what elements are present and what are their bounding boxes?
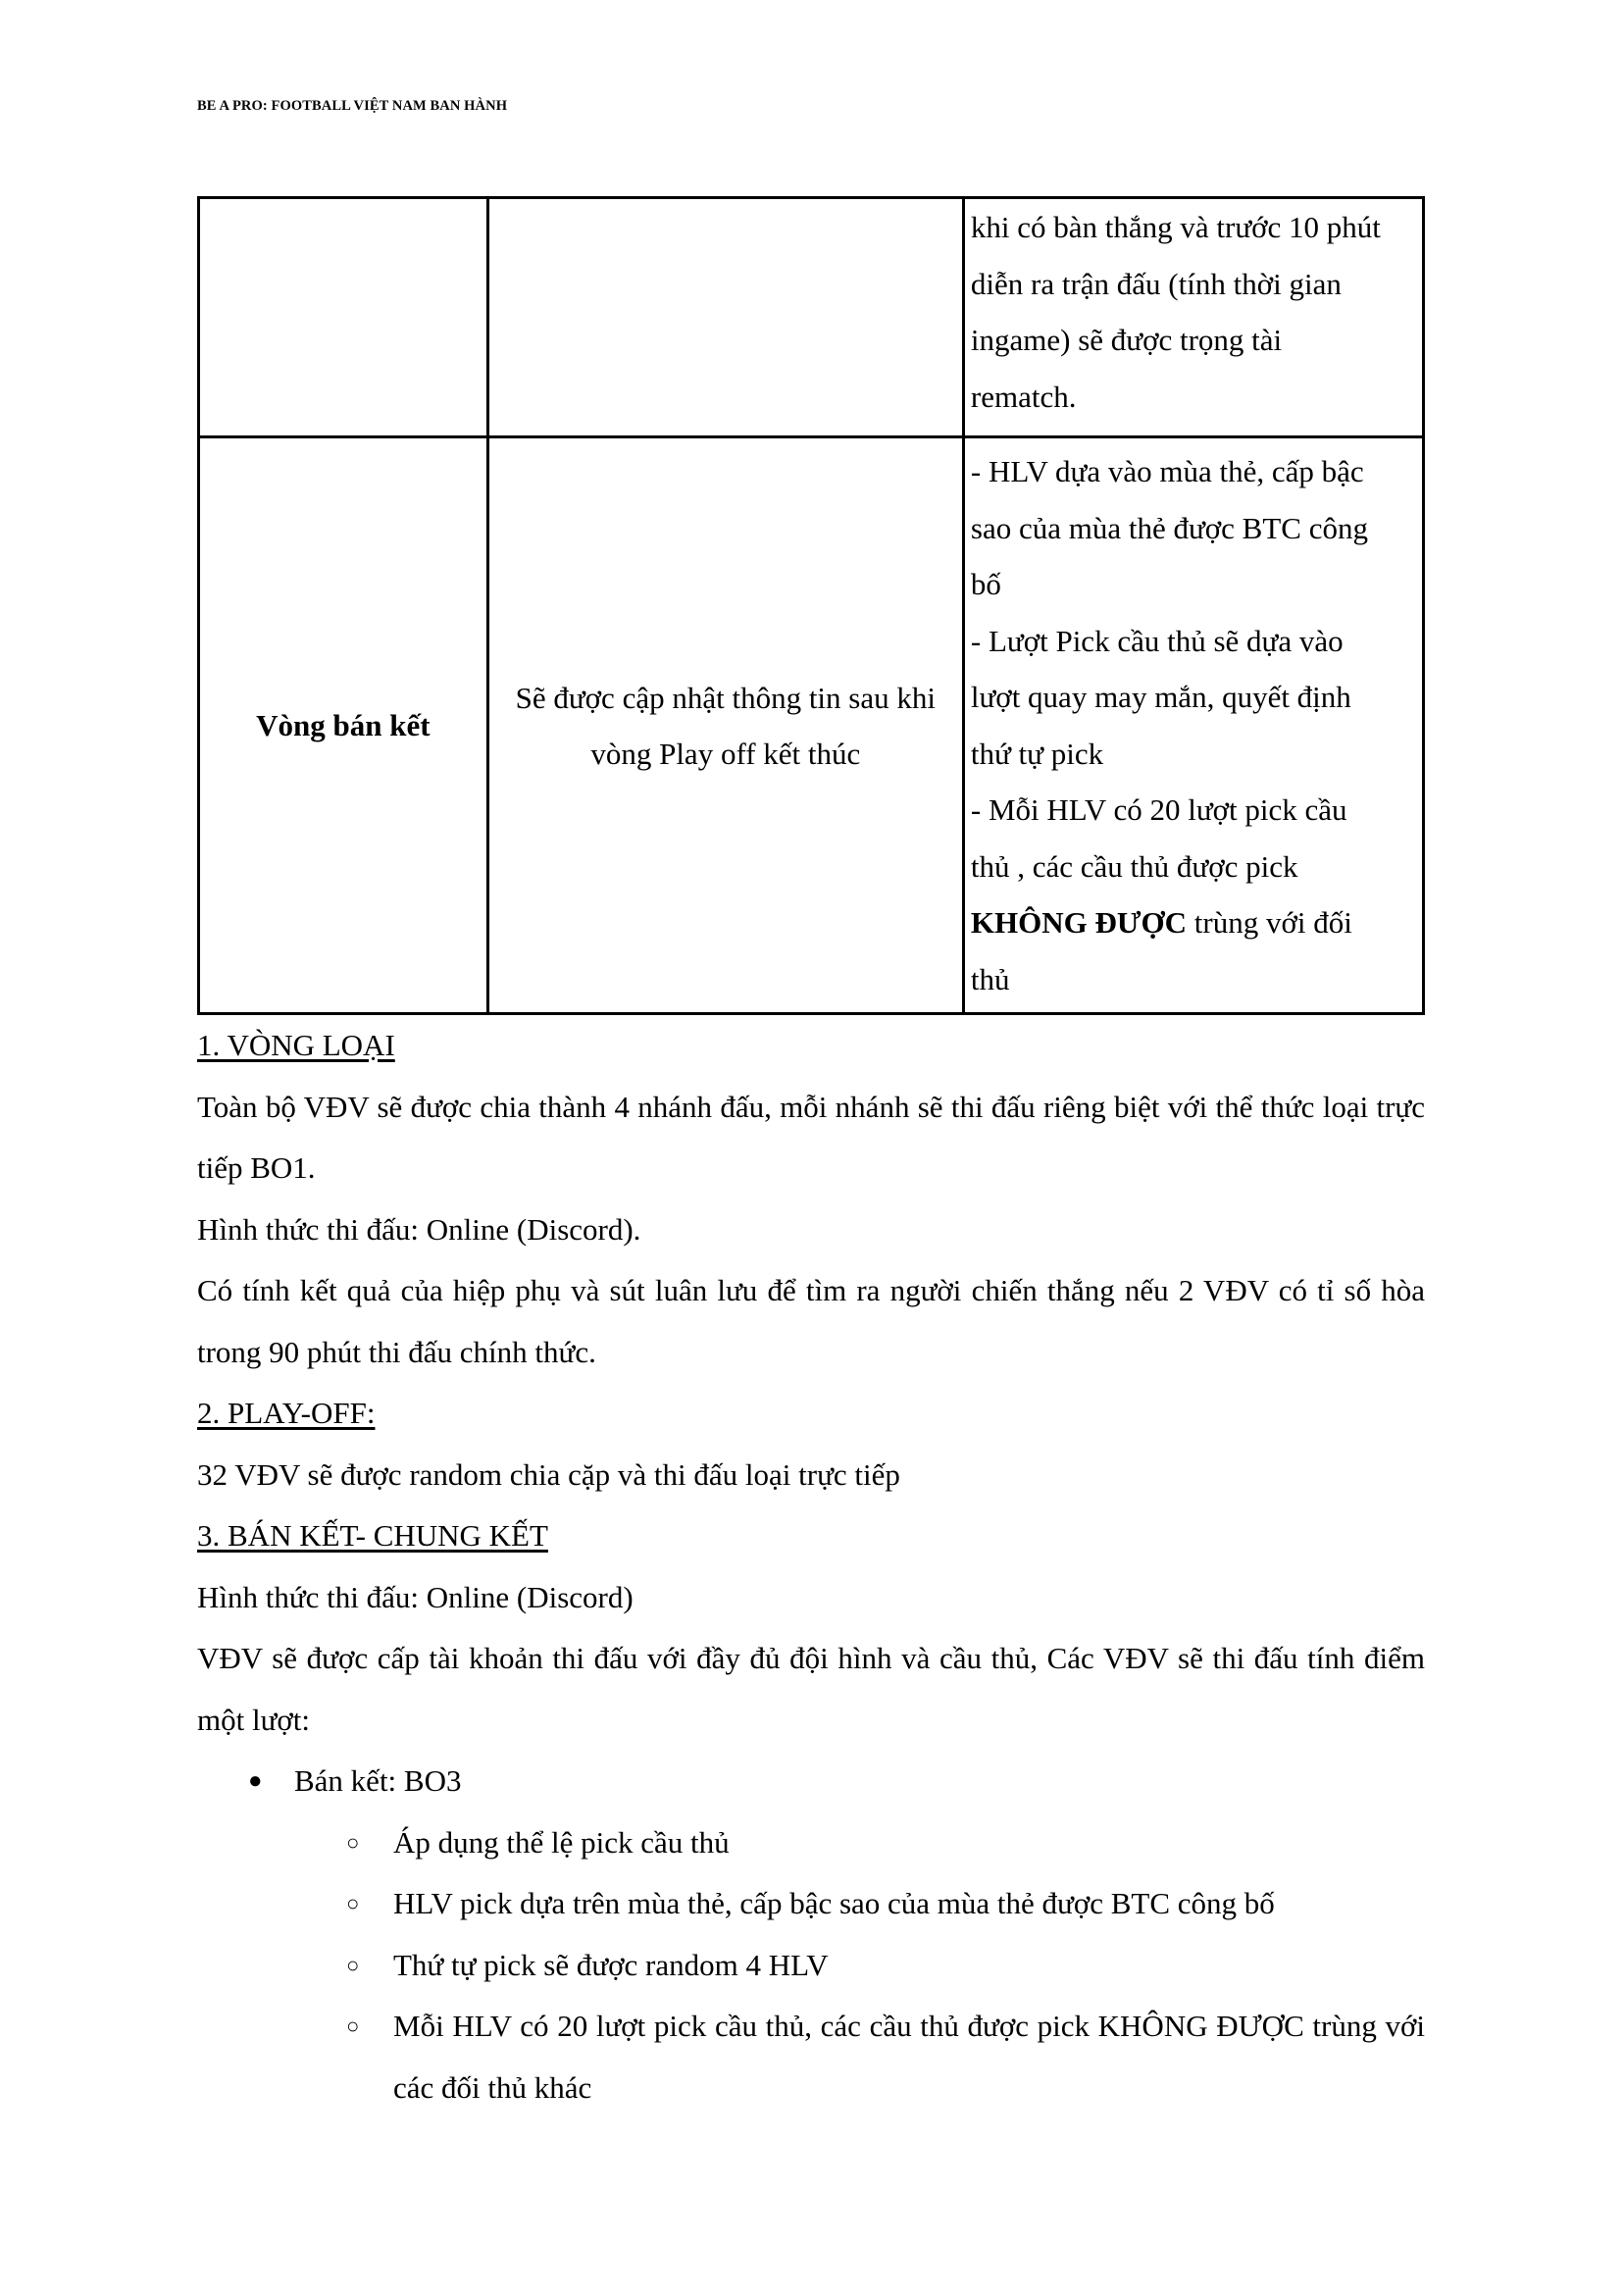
hollow-bullet-icon: ○ xyxy=(346,1829,360,1855)
notes-text: trùng với đối xyxy=(1187,905,1352,940)
hollow-bullet-icon: ○ xyxy=(346,2014,360,2038)
hollow-bullet-icon: ○ xyxy=(346,1891,360,1915)
paragraph: Có tính kết quả của hiệp phụ và sút luân lưu để tìm ra người chiến thắng nếu 2 VĐV có tỉ số hòa trong 90 phút thi đấu chính thức. xyxy=(197,1273,1425,1369)
list-item-text: Bán kết: BO3 xyxy=(294,1763,462,1798)
notes-line: sao của mùa thẻ được BTC công xyxy=(970,510,1368,545)
rules-table xyxy=(197,196,1425,1015)
time-line: vòng Play off kết thúc xyxy=(590,736,861,771)
sub-list-item xyxy=(197,1873,1425,1935)
time-cell xyxy=(487,437,963,1014)
notes-line: thủ xyxy=(970,961,1010,996)
notes-line: - HLV dựa vào mùa thẻ, cấp bậc xyxy=(970,454,1364,488)
notes-line: lượt quay may mắn, quyết định xyxy=(970,680,1351,714)
notes-line: thứ tự pick xyxy=(970,736,1104,771)
notes-cell xyxy=(963,437,1423,1014)
section-heading-play-off: 2. PLAY-OFF: xyxy=(197,1396,376,1430)
sub-list-item-text: Áp dụng thể lệ pick cầu thủ xyxy=(393,1824,730,1860)
section-heading-ban-ket-chung-ket: 3. BÁN KẾT- CHUNG KẾT xyxy=(197,1518,548,1553)
notes-line: bố xyxy=(970,567,1001,601)
notes-line: khi có bàn thắng và trước 10 phút xyxy=(970,210,1381,244)
table-row xyxy=(199,437,1424,1014)
sub-list-item xyxy=(197,1996,1425,2118)
paragraph: Toàn bộ VĐV sẽ được chia thành 4 nhánh đấu, mỗi nhánh sẽ thi đấu riêng biệt với thể thức loại trực tiếp BO1. xyxy=(197,1089,1425,1185)
paragraph: VĐV sẽ được cấp tài khoản thi đấu với đầy đủ đội hình và cầu thủ, Các VĐV sẽ thi đấu tính điểm một lượt: xyxy=(197,1641,1425,1737)
sub-list-item xyxy=(197,1935,1425,1997)
notes-line: ingame) sẽ được trọng tài xyxy=(970,323,1283,357)
sub-list-item xyxy=(197,1812,1425,1874)
list-item xyxy=(197,1751,1425,1812)
section-heading-vong-loai: 1. VÒNG LOẠI xyxy=(197,1028,395,1062)
notes-line: diễn ra trận đấu (tính thời gian xyxy=(970,266,1342,301)
notes-line: thủ , các cầu thủ được pick xyxy=(970,848,1298,884)
filled-bullet-icon: ● xyxy=(248,1768,263,1794)
time-cell xyxy=(487,198,963,437)
table-row xyxy=(199,198,1424,437)
bullet-list xyxy=(197,1751,1425,1812)
notes-line: rematch. xyxy=(970,379,1077,414)
paragraph: Hình thức thi đấu: Online (Discord). xyxy=(197,1211,641,1247)
notes-line: - Lượt Pick cầu thủ sẽ dựa vào xyxy=(970,623,1344,658)
emphasis-text: KHÔNG ĐƯỢC xyxy=(970,905,1188,940)
document-header: BE A PRO: FOOTBALL VIỆT NAM BAN HÀNH xyxy=(197,98,508,114)
notes-line xyxy=(971,894,1418,951)
round-cell: Vòng bán kết xyxy=(199,437,488,1014)
paragraph: 32 VĐV sẽ được random chia cặp và thi đấu loại trực tiếp xyxy=(197,1456,900,1492)
sub-list-item-text: HLV pick dựa trên mùa thẻ, cấp bậc sao của mùa thẻ được BTC công bố xyxy=(393,1886,1275,1920)
notes-cell xyxy=(963,198,1423,437)
round-cell xyxy=(199,198,488,437)
sub-list-item-text: Mỗi HLV có 20 lượt pick cầu thủ, các cầu thủ được pick KHÔNG ĐƯỢC trùng với các đối thủ khác xyxy=(393,2009,1425,2105)
time-line: Sẽ được cập nhật thông tin sau khi xyxy=(515,680,936,715)
sub-list-item-text: Thứ tự pick sẽ được random 4 HLV xyxy=(393,1947,829,1982)
paragraph: Hình thức thi đấu: Online (Discord) xyxy=(197,1579,634,1614)
notes-line: - Mỗi HLV có 20 lượt pick cầu xyxy=(970,792,1347,827)
hollow-bullet-icon: ○ xyxy=(346,1952,360,1977)
document-body xyxy=(197,1015,1425,2118)
